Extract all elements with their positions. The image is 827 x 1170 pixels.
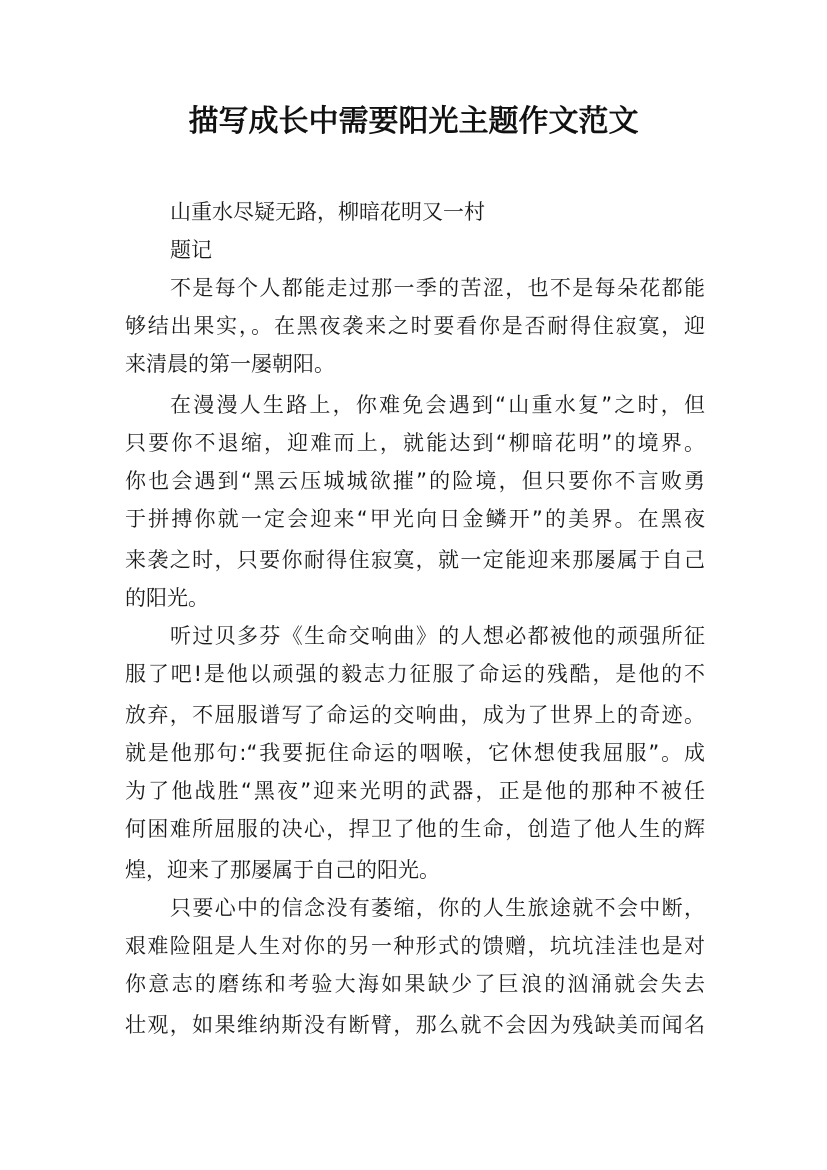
paragraph-line: 为了他战胜“黑夜”迎来光明的武器，正是他的那种不被任 [125,779,705,803]
paragraph-line: 听过贝多芬《生命交响曲》的人想必都被他的顽强所征 [170,624,705,648]
paragraph-line: 你意志的磨练和考验大海如果缺少了巨浪的汹涌就会失去 [125,972,705,996]
epigraph-attribution: 题记 [170,238,212,262]
paragraph-line: 不是每个人都能走过那一季的苦涩，也不是每朵花都能 [170,276,705,300]
paragraph-line: 的阳光。 [125,586,209,610]
paragraph-line: 只要你不退缩，迎难而上，就能达到“柳暗花明”的境界。 [125,431,705,455]
paragraph-line: 于拼搏你就一定会迎来“甲光向日金鳞开”的美界。在黑夜 [125,507,705,531]
paragraph-line: 来清晨的第一屡朝阳。 [125,352,335,376]
paragraph-line: 何困难所屈服的决心，捍卫了他的生命，创造了他人生的辉 [125,817,705,841]
paragraph-line: 艰难险阻是人生对你的另一种形式的馈赠，坑坑洼洼也是对 [125,934,705,958]
paragraph-line: 够结出果实，。在黑夜袭来之时要看你是否耐得住寂寞，迎 [125,314,705,338]
paragraph-line: 服了吧!是他以顽强的毅志力征服了命运的残酷，是他的不 [125,662,705,686]
document-title: 描写成长中需要阳光主题作文范文 [188,104,639,139]
paragraph-line: 放弃，不屈服谱写了命运的交响曲，成为了世界上的奇迹。 [125,703,705,727]
paragraph-line: 在漫漫人生路上，你难免会遇到“山重水复”之时，但 [170,393,705,417]
paragraph-line: 你也会遇到“黑云压城城欲摧”的险境，但只要你不言败勇 [125,469,705,493]
epigraph-line: 山重水尽疑无路，柳暗花明又一村 [170,200,485,224]
paragraph-line: 只要心中的信念没有萎缩，你的人生旅途就不会中断， [170,896,705,920]
paragraph-line: 就是他那句:“我要扼住命运的咽喉，它休想使我屈服”。成 [125,741,705,765]
paragraph-line: 煌，迎来了那屡属于自己的阳光。 [125,858,440,882]
paragraph-line: 壮观，如果维纳斯没有断臂，那么就不会因为残缺美而闻名 [125,1013,705,1037]
paragraph-line: 来袭之时，只要你耐得住寂寞，就一定能迎来那屡属于自己 [125,548,705,572]
